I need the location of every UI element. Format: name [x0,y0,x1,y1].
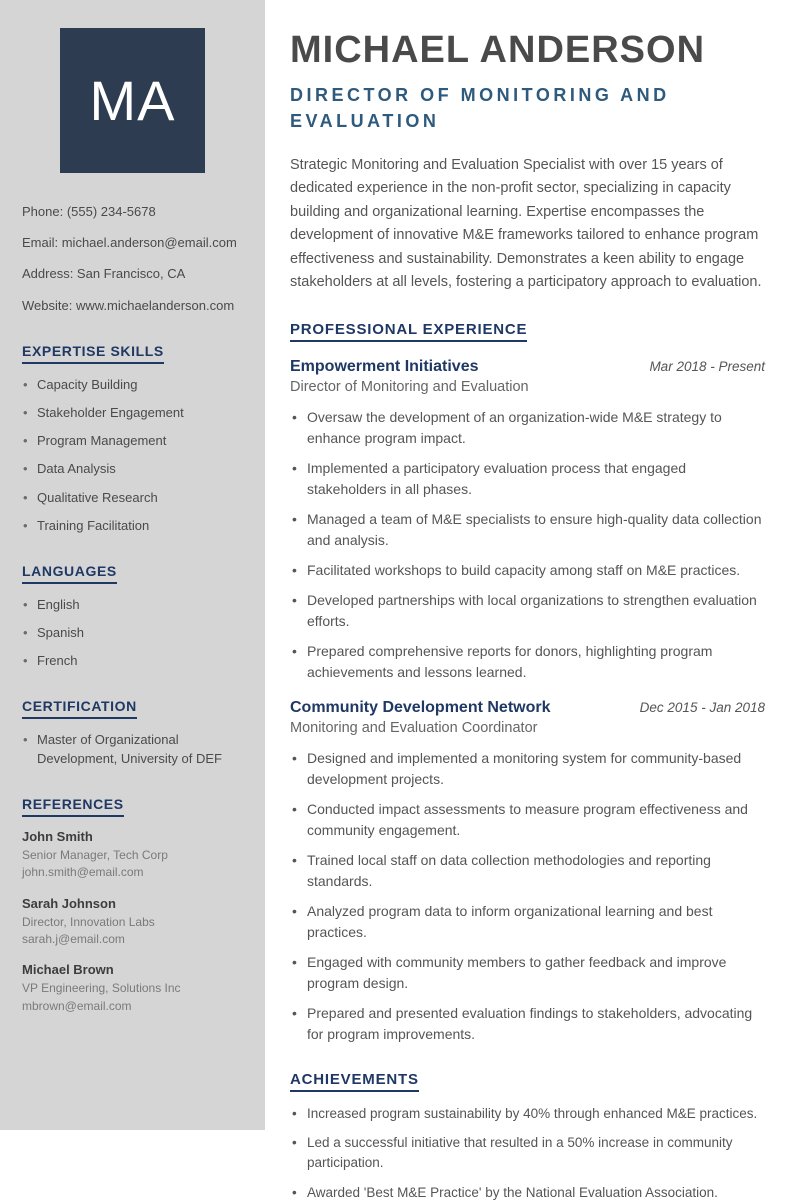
main-content [265,0,800,1200]
achievements-heading: ACHIEVEMENTS [290,1071,419,1092]
reference-email: sarah.j@email.com [22,931,125,946]
achievement-item: • Increased program sustainability by 40% through enhanced M&E practices. [290,1104,765,1124]
employment-dates: Dec 2015 - Jan 2018 [639,699,765,715]
contact-email: Email: michael.anderson@email.com [22,235,237,251]
reference-name: Sarah Johnson [22,895,116,911]
achievements-list [290,1104,765,1203]
sidebar [0,0,265,1130]
reference-title: Director, Innovation Labs [22,914,155,929]
languages-heading: LANGUAGES [22,563,117,584]
employment-dates: Mar 2018 - Present [649,358,765,374]
experience-bullet: • Facilitated workshops to build capacity among staff on M&E practices. [290,560,765,581]
contact-phone: Phone: (555) 234-5678 [22,204,156,219]
contact-info [22,203,243,315]
role-title: Director of Monitoring and Evaluation [290,378,529,395]
reference-person [22,896,243,949]
person-job-title: DIRECTOR OF MONITORING AND EVALUATION [290,84,670,131]
skill-item: • Program Management [22,432,243,450]
experience-bullet: • Analyzed program data to inform organizational learning and best practices. [290,901,765,943]
section-expertise-skills [22,343,243,535]
experience-bullet: • Prepared comprehensive reports for donors, highlighting program achievements and lessons learned. [290,641,765,683]
expertise-skills-list [22,376,243,535]
skill-item: • Stakeholder Engagement [22,404,243,422]
experience-bullet: • Engaged with community members to gather feedback and improve program design. [290,952,765,994]
experience-entry-header [290,699,765,717]
references-heading: REFERENCES [22,796,124,817]
reference-email: mbrown@email.com [22,998,132,1013]
professional-experience-heading: PROFESSIONAL EXPERIENCE [290,321,527,342]
contact-address: Address: San Francisco, CA [22,266,186,282]
section-certification [22,698,243,767]
skill-item: • Data Analysis [22,460,243,478]
experience-bullet: • Oversaw the development of an organization-wide M&E strategy to enhance program impact. [290,407,765,449]
avatar-initials: MA [89,69,176,132]
experience-bullet: • Trained local staff on data collection methodologies and reporting standards. [290,850,765,892]
company-name: Empowerment Initiatives [290,357,479,375]
experience-bullet: • Managed a team of M&E specialists to ensure high-quality data collection and analysis. [290,509,765,551]
section-achievements [290,1071,765,1203]
expertise-skills-heading: EXPERTISE SKILLS [22,343,164,364]
section-languages [22,563,243,671]
reference-name: Michael Brown [22,962,114,978]
experience-bullet: • Designed and implemented a monitoring system for community-based development projects. [290,748,765,790]
certification-heading: CERTIFICATION [22,698,137,719]
language-item: • English [22,596,243,614]
experience-bullet-list [290,748,765,1045]
profile-summary: Strategic Monitoring and Evaluation Specialist with over 15 years of dedicated experience in the non-profit sector, specializing in capacity building and organizational learning. Expertise encompasses the development of innovative M&E frameworks tailored to enhance program effectiveness and sustainability. Demonstrates a keen ability to engage stakeholders at all levels, fostering a participatory approach to evaluation. [290,156,762,291]
language-item: • French [22,652,243,670]
reference-person [22,962,243,1015]
certification-item: • Master of Organizational Development, University of DEF [22,731,243,767]
experience-entry-header [290,358,765,376]
section-references [22,796,243,1015]
reference-title: VP Engineering, Solutions Inc [22,981,181,996]
reference-email: john.smith@email.com [22,865,144,880]
skill-item: • Qualitative Research [22,489,243,507]
skill-item: • Training Facilitation [22,517,243,535]
reference-person [22,829,243,882]
experience-bullet-list [290,407,765,683]
experience-entry [290,699,765,1045]
section-professional-experience [290,321,765,1045]
experience-bullet: • Developed partnerships with local organizations to strengthen evaluation efforts. [290,590,765,632]
certification-list [22,731,243,767]
experience-bullet: • Conducted impact assessments to measure program effectiveness and community engagement. [290,799,765,841]
company-name: Community Development Network [290,698,551,716]
contact-website: Website: www.michaelanderson.com [22,297,235,313]
experience-entry [290,358,765,683]
language-item: • Spanish [22,624,243,642]
achievement-item: • Awarded 'Best M&E Practice' by the National Evaluation Association. [290,1183,765,1203]
experience-bullet: • Prepared and presented evaluation findings to stakeholders, advocating for program improvements. [290,1003,765,1045]
reference-name: John Smith [22,828,93,844]
languages-list [22,596,243,671]
person-name: MICHAEL ANDERSON [290,29,706,71]
skill-item: • Capacity Building [22,376,243,394]
avatar [60,28,205,173]
achievement-item: • Led a successful initiative that resulted in a 50% increase in community participation. [290,1133,765,1174]
role-title: Monitoring and Evaluation Coordinator [290,719,538,736]
experience-bullet: • Implemented a participatory evaluation process that engaged stakeholders in all phases. [290,458,765,500]
reference-title: Senior Manager, Tech Corp [22,847,168,862]
